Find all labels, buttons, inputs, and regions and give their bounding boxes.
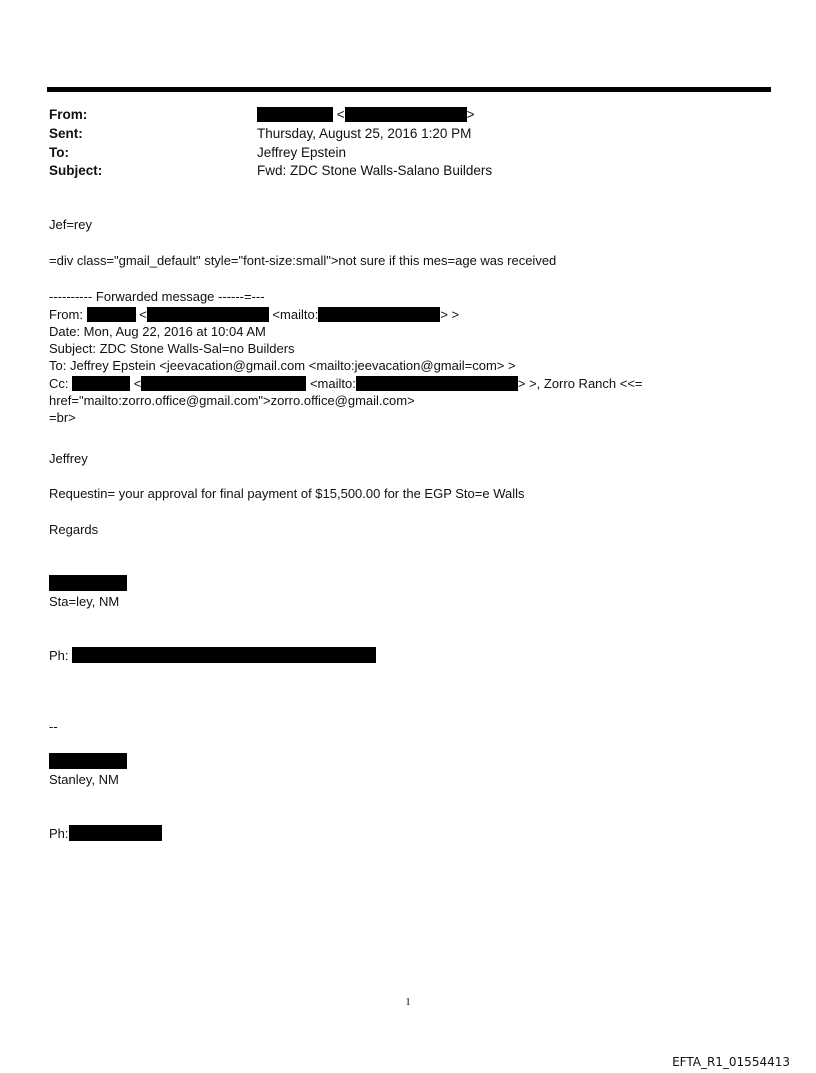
- redacted-phone: [69, 825, 162, 841]
- forwarded-cc-end: > >, Zorro Ranch <<=: [517, 376, 643, 391]
- redacted-mailto: [318, 307, 440, 322]
- forwarded-from-end: > >: [440, 307, 460, 322]
- forwarded-href: href="mailto:zorro.office@gmail.com">zorro.office@gmail.com>: [49, 393, 415, 408]
- redacted-signature-name: [49, 575, 127, 591]
- redacted-name: [87, 307, 136, 322]
- signature-1-phone: [49, 647, 376, 664]
- subject-value: Fwd: ZDC Stone Walls-Salano Builders: [257, 163, 493, 178]
- redacted-signature-name: [49, 753, 127, 769]
- forwarded-from: [49, 306, 459, 323]
- forwarded-br: =br>: [49, 410, 76, 425]
- redacted-sender-email: [345, 107, 467, 122]
- signature-2-phone: [49, 825, 162, 842]
- signature-2-name: [49, 753, 127, 770]
- div-line: =div class="gmail_default" style="font-size:small">not sure if this mes=age was received: [49, 253, 557, 268]
- forwarded-cc: [49, 375, 643, 392]
- signature-2-location: Stanley, NM: [49, 772, 119, 787]
- forwarded-date: Date: Mon, Aug 22, 2016 at 10:04 AM: [49, 324, 266, 339]
- redacted-phone: [72, 647, 376, 663]
- redacted-cc-email: [141, 376, 306, 391]
- signature-1-location: Sta=ley, NM: [49, 594, 120, 609]
- greeting-name: Jeffrey: [49, 451, 88, 466]
- forwarded-from-lt: <: [139, 307, 147, 322]
- forwarded-cc-mailto: <mailto:: [309, 376, 356, 391]
- forwarded-to: To: Jeffrey Epstein <jeevacation@gmail.com <mailto:jeevacation@gmail=com> >: [49, 358, 516, 373]
- redacted-cc-mailto: [356, 376, 518, 391]
- document-id: EFTA_R1_01554413: [672, 1055, 790, 1069]
- separator: --: [49, 719, 58, 734]
- forwarded-cc-lt: <: [133, 376, 142, 391]
- page-number: 1: [405, 996, 411, 1008]
- forwarded-from-mailto: <mailto:: [272, 307, 319, 322]
- from-lt: <: [336, 107, 345, 122]
- redacted-email: [147, 307, 269, 322]
- phone-label: Ph:: [49, 648, 69, 663]
- regards: Regards: [49, 522, 99, 537]
- redacted-sender-name: [257, 107, 333, 122]
- signature-1-name: [49, 575, 127, 592]
- salutation: Jef=rey: [49, 217, 92, 232]
- from-value: [257, 106, 475, 124]
- sent-value: Thursday, August 25, 2016 1:20 PM: [257, 126, 472, 141]
- request-line: Requestin= your approval for final payment of $15,500.00 for the EGP Sto=e Walls: [49, 486, 525, 501]
- to-label: To:: [49, 145, 69, 160]
- forwarded-subject: Subject: ZDC Stone Walls-Sal=no Builders: [49, 341, 295, 356]
- subject-label: Subject:: [49, 163, 103, 178]
- redacted-cc-name: [72, 376, 130, 391]
- phone-label: Ph:: [49, 826, 69, 841]
- from-label: From:: [49, 107, 88, 122]
- forwarded-cc-prefix: Cc:: [49, 376, 69, 391]
- forwarded-title: ---------- Forwarded message ------=---: [49, 289, 265, 304]
- to-value: Jeffrey Epstein: [257, 145, 347, 160]
- header-rule: [47, 87, 771, 92]
- forwarded-from-prefix: From:: [49, 307, 83, 322]
- sent-label: Sent:: [49, 126, 83, 141]
- from-gt: >: [466, 107, 475, 122]
